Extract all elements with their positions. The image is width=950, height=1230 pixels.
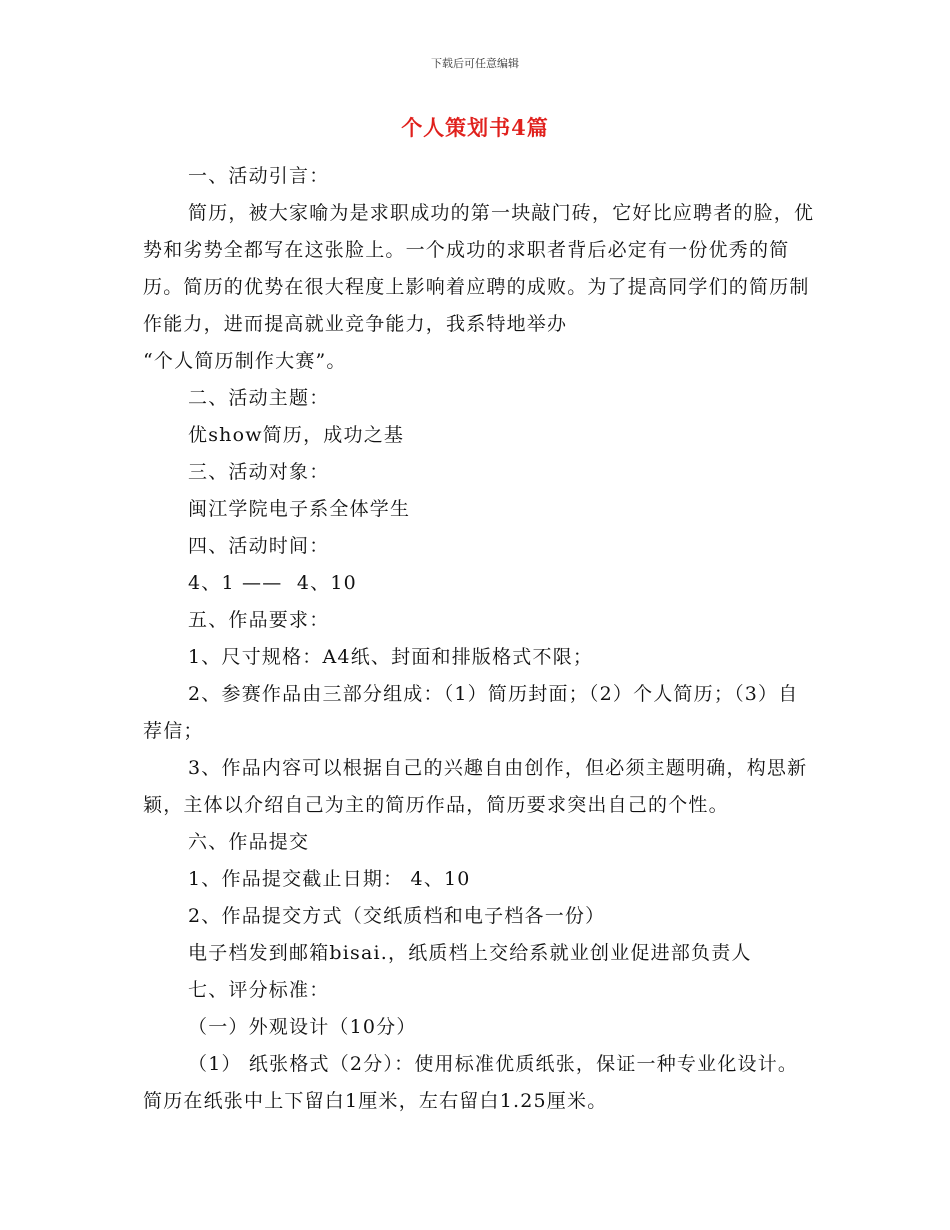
- paragraph: 2、参赛作品由三部分组成：（1）简历封面；（2）个人简历；（3）自荐信；: [143, 683, 799, 742]
- paragraph: 1、作品提交截止日期： 4、10: [188, 868, 471, 890]
- paragraph: 闽江学院电子系全体学生: [188, 498, 411, 520]
- paragraph: 电子档发到邮箱bisai.，纸质档上交给系就业创业促进部负责人: [188, 942, 752, 964]
- paragraph: 五、作品要求：: [188, 609, 330, 631]
- paragraph: 四、活动时间：: [188, 535, 330, 557]
- paragraph: 二、活动主题：: [188, 387, 330, 409]
- paragraph: 一、活动引言：: [188, 165, 330, 187]
- paragraph: （1） 纸张格式（2分）：使用标准优质纸张，保证一种专业化设计。简历在纸张中上下留白1厘米，左右留白1.25厘米。: [143, 1053, 799, 1112]
- paragraph: 3、作品内容可以根据自己的兴趣自由创作，但必须主题明确，构思新颖，主体以介绍自己为主的简历作品，简历要求突出自己的个性。: [143, 757, 808, 816]
- document-title: 个人策划书4篇: [401, 115, 549, 140]
- page-header-note: 下载后可任意编辑: [431, 57, 519, 70]
- paragraph: 六、作品提交: [188, 831, 310, 853]
- paragraph: 1、尺寸规格：A4纸、封面和排版格式不限；: [188, 646, 594, 668]
- paragraph: 优show简历，成功之基: [188, 424, 405, 446]
- paragraph: 三、活动对象：: [188, 461, 330, 483]
- document-body: [143, 158, 815, 1120]
- paragraph: 4、1 —— 4、10: [188, 572, 357, 594]
- paragraph: 2、作品提交方式（交纸质档和电子档各一份）: [188, 905, 606, 927]
- paragraph: 简历，被大家喻为是求职成功的第一块敲门砖，它好比应聘者的脸，优势和劣势全都写在这张脸上。一个成功的求职者背后必定有一份优秀的简历。简历的优势在很大程度上影响着应聘的成败。为了提高同学们的简历制作能力，进而提高就业竞争能力，我系特地举办: [143, 202, 815, 335]
- paragraph: “个人简历制作大赛”。: [143, 350, 347, 372]
- paragraph: （一）外观设计（10分）: [188, 1016, 417, 1038]
- paragraph: 七、评分标准：: [188, 979, 330, 1001]
